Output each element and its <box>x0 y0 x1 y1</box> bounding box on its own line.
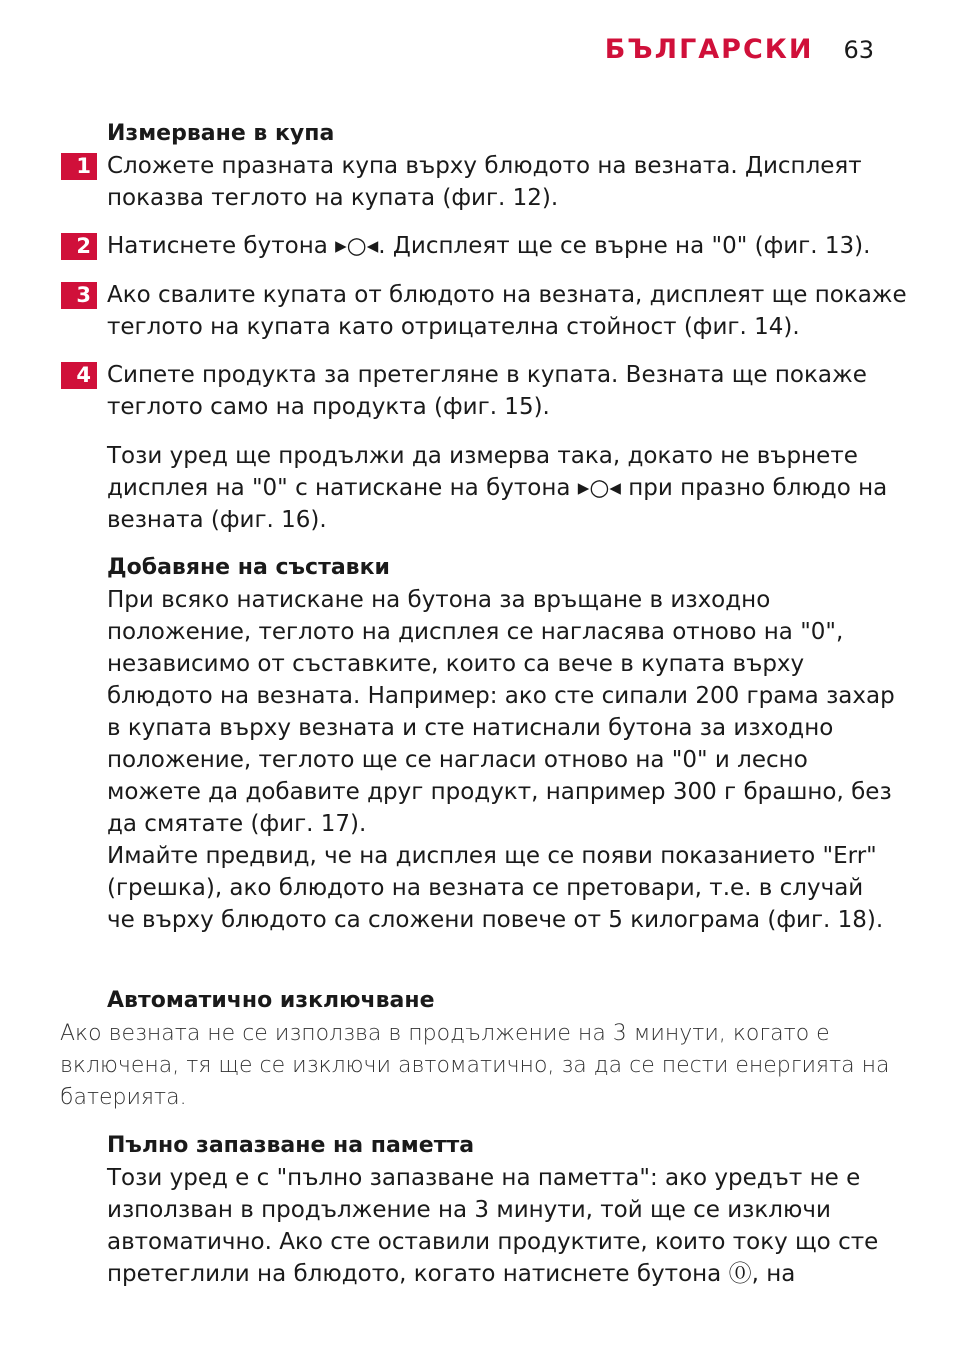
heading-adding-ingredients: Добавяне на съставки <box>107 555 390 580</box>
step-number-badge: 1 <box>61 153 97 180</box>
paragraph-auto-off: Ако везната не се използва в продължение на 3 минути, когато е включена, тя ще се изключи автоматично, за да се пести енергията на батерията. <box>60 1021 890 1110</box>
heading-measuring-in-bowl: Измерване в купа <box>107 121 335 146</box>
step-2 <box>61 230 911 262</box>
step-number-badge: 4 <box>61 362 97 389</box>
step-number-badge: 3 <box>61 282 97 309</box>
note-block <box>107 440 897 536</box>
step-4 <box>61 359 911 423</box>
step-text: Сложете празната купа върху блюдото на везната. Дисплеят показва теглото на купата (фиг. 12). <box>107 153 862 211</box>
step-text: Ако свалите купата от блюдото на везната, дисплеят ще покаже теглото на купата като отрицателна стойност (фиг. 14). <box>107 282 907 340</box>
page-header <box>605 34 874 65</box>
paragraph-adding-2: Имайте предвид, че на дисплея ще се появи показанието "Err" (грешка), ако блюдото на везната се претовари, т.е. в случай че върху блюдото са сложени повече от 5 килограма (фиг. 18). <box>107 843 884 933</box>
language-label: БЪЛГАРСКИ <box>604 34 814 65</box>
section-adding-ingredients <box>107 552 897 936</box>
page-number: 63 <box>843 36 874 64</box>
heading-memory: Пълно запазване на паметта <box>107 1133 475 1158</box>
step-number-badge: 2 <box>61 233 97 260</box>
heading-auto-off: Автоматично изключване <box>107 988 435 1013</box>
section-auto-off-heading <box>107 985 897 1017</box>
section-memory <box>107 1130 897 1290</box>
paragraph-memory: Този уред е с "пълно запазване на паметта": ако уредът не е използван в продължение на 3 минути, той ще се изключи автоматично. Ако сте оставили продуктите, които току що сте претеглили на блюдото, когато натиснете бутона ⓪, на <box>107 1165 879 1287</box>
paragraph-adding-1: При всяко натискане на бутона за връщане в изходно положение, теглото на дисплея се нагласява отново на "0", независимо от съставките, които са вече в купата върху блюдото на везната. Например: ако сте сипали 200 грама захар в купата върху везната и сте натиснали бутона за изходно положение, теглото ще се нагласи отново на "0" и лесно можете да добавите друг продукт, например 300 г брашно, без да смятате (фиг. 17). <box>107 587 895 837</box>
step-1 <box>61 150 911 214</box>
step-3 <box>61 279 911 343</box>
step-text: Сипете продукта за претегляне в купата. Везната ще покаже теглото само на продукта (фиг. 15). <box>107 362 867 420</box>
section-heading-bowl <box>107 118 897 150</box>
note-paragraph: Този уред ще продължи да измерва така, докато не върнете дисплея на "0" с натискане на бутона ▸○◂ при празно блюдо на везната (фиг. 16). <box>107 443 888 533</box>
step-text: Натиснете бутона ▸○◂. Дисплеят ще се върне на "0" (фиг. 13). <box>107 233 871 259</box>
